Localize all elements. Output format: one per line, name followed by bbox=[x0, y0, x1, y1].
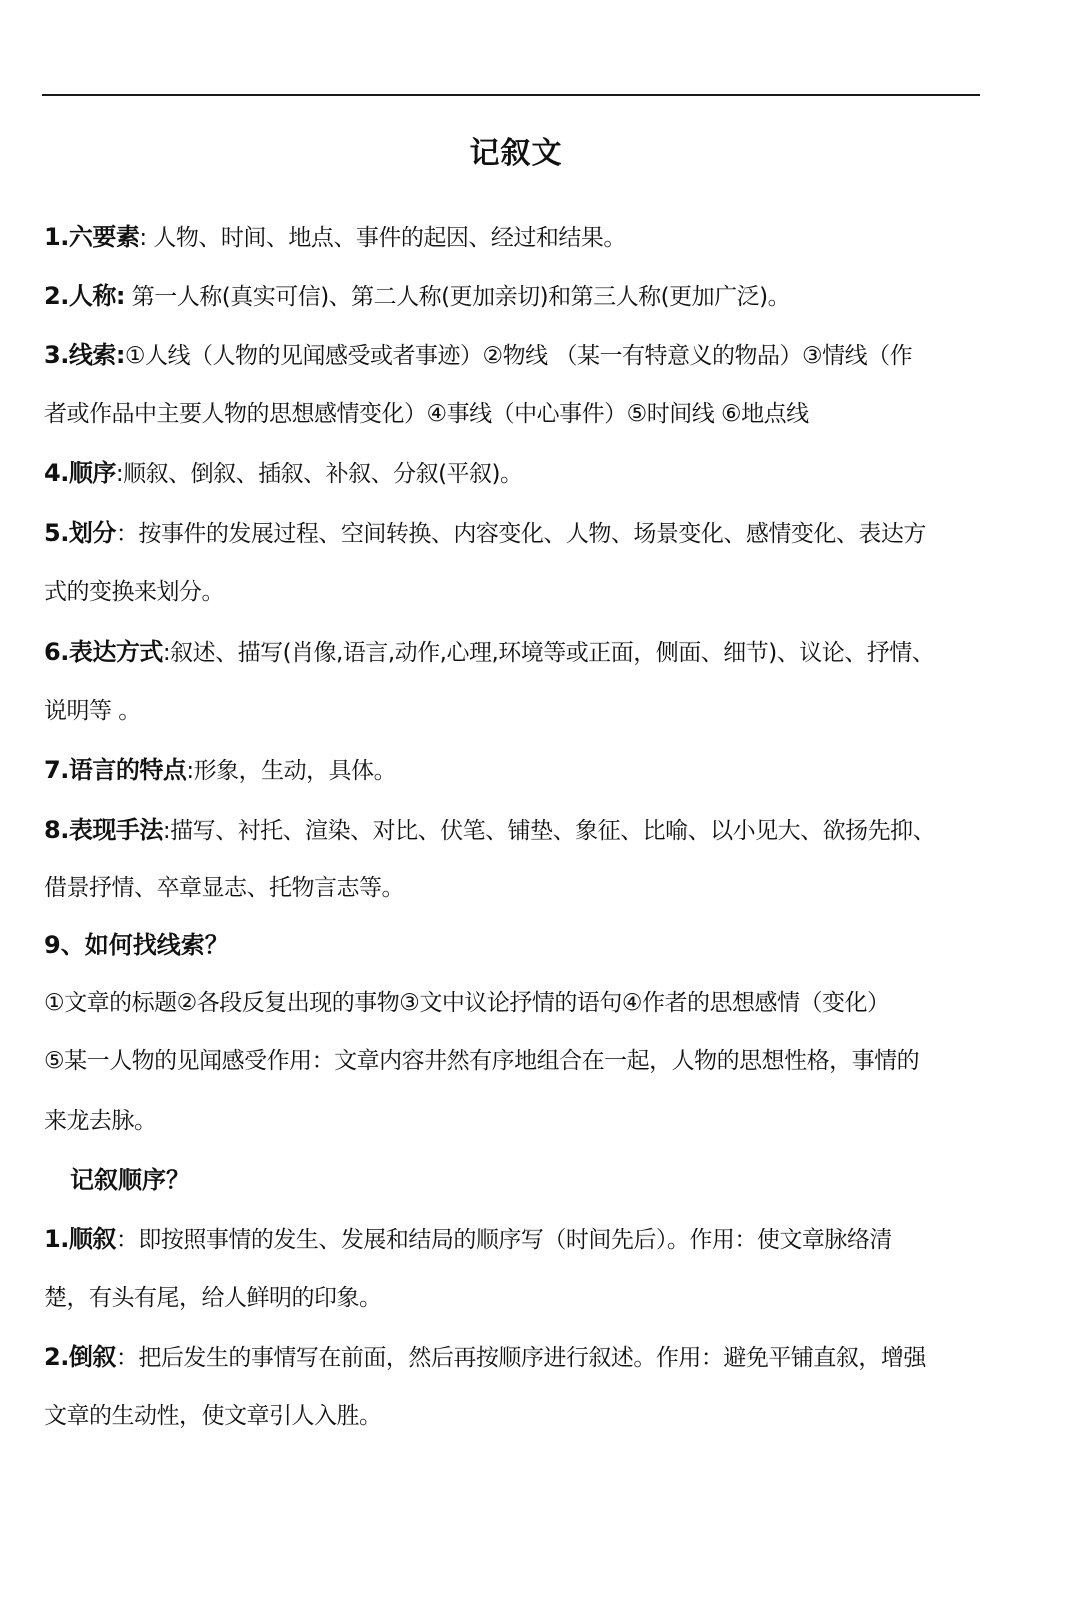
item-text: : 人物、时间、地点、事件的起因、经过和结果。 bbox=[139, 225, 626, 251]
item-label: 7.语言的特点 bbox=[44, 756, 187, 784]
item-clues-cont: 者或作品中主要人物的思想感情变化）④事线（中心事件）⑤时间线 ⑥地点线 bbox=[44, 401, 809, 427]
item-text: :顺叙、倒叙、插叙、补叙、分叙(平叙)。 bbox=[115, 461, 523, 487]
item-language bbox=[44, 755, 396, 786]
item-text: ：按事件的发展过程、空间转换、内容变化、人物、场景变化、感情变化、表达方 bbox=[115, 521, 926, 547]
item-six-elements bbox=[44, 222, 626, 253]
find-clues-line: ⑤某一人物的见闻感受作用：文章内容井然有序地组合在一起，人物的思想性格，事情的 bbox=[44, 1048, 920, 1074]
item-label: 3.线索: bbox=[44, 341, 125, 369]
item-division-cont: 式的变换来划分。 bbox=[44, 579, 224, 605]
item-text: :叙述、描写(肖像,语言,动作,心理,环境等或正面，侧面、细节)、议论、抒情、 bbox=[162, 640, 935, 666]
order-sequential bbox=[44, 1224, 892, 1255]
item-label: 8.表现手法 bbox=[44, 816, 163, 844]
item-label: 1.顺叙 bbox=[44, 1225, 116, 1253]
item-expression-cont: 说明等 。 bbox=[44, 698, 141, 724]
order-flashback-cont: 文章的生动性，使文章引人入胜。 bbox=[44, 1403, 382, 1429]
item-text: :描写、衬托、渲染、对比、伏笔、铺垫、象征、比喻、以小见大、欲扬先抑、 bbox=[162, 818, 936, 844]
item-techniques-cont: 借景抒情、卒章显志、托物言志等。 bbox=[44, 875, 404, 901]
item-text: ：即按照事情的发生、发展和结局的顺序写（时间先后）。作用：使文章脉络清 bbox=[115, 1227, 892, 1253]
item-text: ①人线（人物的见闻感受或者事迹）②物线 （某一有特意义的物品）③情线（作 bbox=[124, 343, 913, 369]
item-text: 第一人称(真实可信)、第二人称(更加亲切)和第三人称(更加广泛)。 bbox=[124, 284, 791, 310]
top-rule bbox=[42, 94, 980, 96]
order-flashback bbox=[44, 1342, 926, 1373]
item-clues bbox=[44, 340, 912, 371]
item-text: ：把后发生的事情写在前面，然后再按顺序进行叙述。作用：避免平铺直叙，增强 bbox=[115, 1345, 926, 1371]
find-clues-line: ①文章的标题②各段反复出现的事物③文中议论抒情的语句④作者的思想感情（变化） bbox=[44, 990, 890, 1016]
item-division bbox=[44, 518, 926, 549]
order-sequential-cont: 楚，有头有尾，给人鲜明的印象。 bbox=[44, 1285, 382, 1311]
page-title: 记叙文 bbox=[469, 136, 563, 171]
item-label: 2.人称: bbox=[44, 282, 125, 310]
item-techniques bbox=[44, 815, 935, 846]
item-label: 1.六要素 bbox=[44, 223, 140, 251]
item-order bbox=[44, 458, 523, 489]
item-label: 6.表达方式 bbox=[44, 638, 163, 666]
item-person bbox=[44, 281, 790, 312]
item-label: 2.倒叙 bbox=[44, 1343, 116, 1371]
find-clues-heading: 9、如何找线索？ bbox=[44, 931, 229, 959]
item-label: 5.划分 bbox=[44, 519, 116, 547]
find-clues-line: 来龙去脉。 bbox=[44, 1108, 157, 1134]
item-text: :形象，生动，具体。 bbox=[186, 758, 397, 784]
item-label: 4.顺序 bbox=[44, 459, 116, 487]
narrative-order-heading: 记叙顺序？ bbox=[70, 1166, 190, 1194]
item-expression bbox=[44, 637, 934, 668]
